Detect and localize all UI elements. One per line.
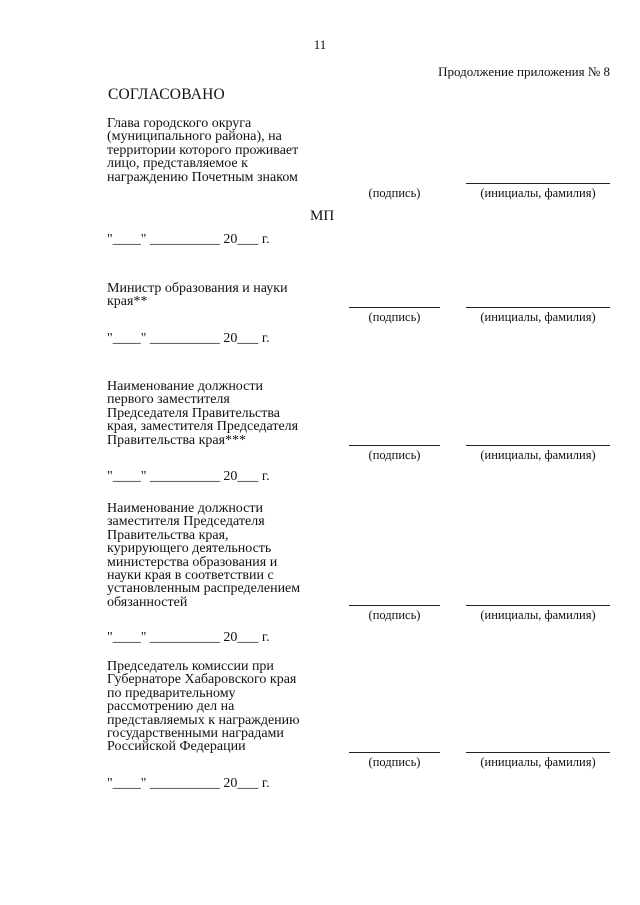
initials-caption-3: (инициалы, фамилия) xyxy=(480,448,596,462)
signature-caption-5: (подпись) xyxy=(368,755,421,769)
initials-caption-5: (инициалы, фамилия) xyxy=(480,755,596,769)
initials-line-5 xyxy=(466,752,610,753)
signature-caption-1: (подпись) xyxy=(368,186,421,200)
initials-line-3 xyxy=(466,445,610,446)
initials-caption-4: (инициалы, фамилия) xyxy=(480,608,596,622)
signature-caption-4: (подпись) xyxy=(368,608,421,622)
initials-line-1 xyxy=(466,183,610,184)
position-title-4: Наименование должности заместителя Председателя Правительства края, курирующего деятельность министерства образования и науки края в соответствии с установленным распределением обязанностей xyxy=(107,501,301,610)
position-title-2: Министр образования и науки края** xyxy=(107,281,288,310)
date-line-3: "____" __________ 20___ г. xyxy=(107,469,270,484)
date-line-2: "____" __________ 20___ г. xyxy=(107,331,270,346)
signature-line-5 xyxy=(349,752,440,753)
date-line-1: "____" __________ 20___ г. xyxy=(107,232,270,247)
signature-line-4 xyxy=(349,605,440,606)
date-line-4: "____" __________ 20___ г. xyxy=(107,630,270,645)
stamp-placeholder: МП xyxy=(310,208,335,224)
continuation-note: Продолжение приложения № 8 xyxy=(438,64,610,79)
page-number: 11 xyxy=(313,37,327,52)
position-title-1: Глава городского округа (муниципального района), на территории которого проживает лицо, представляемое к награждению Почетным знаком xyxy=(107,116,299,185)
initials-line-2 xyxy=(466,307,610,308)
date-line-5: "____" __________ 20___ г. xyxy=(107,776,270,791)
approval-heading: СОГЛАСОВАНО xyxy=(108,86,225,103)
initials-caption-1: (инициалы, фамилия) xyxy=(480,186,596,200)
initials-caption-2: (инициалы, фамилия) xyxy=(480,310,596,324)
initials-line-4 xyxy=(466,605,610,606)
position-title-5: Председатель комиссии при Губернаторе Хабаровского края по предварительному рассмотрению дел на представляемых к награждению государственными наградами Российской Федерации xyxy=(107,659,300,755)
signature-line-2 xyxy=(349,307,440,308)
signature-line-3 xyxy=(349,445,440,446)
position-title-3: Наименование должности первого заместителя Председателя Правительства края, заместителя Председателя Правительства края*** xyxy=(107,379,299,448)
signature-caption-3: (подпись) xyxy=(368,448,421,462)
signature-caption-2: (подпись) xyxy=(368,310,421,324)
